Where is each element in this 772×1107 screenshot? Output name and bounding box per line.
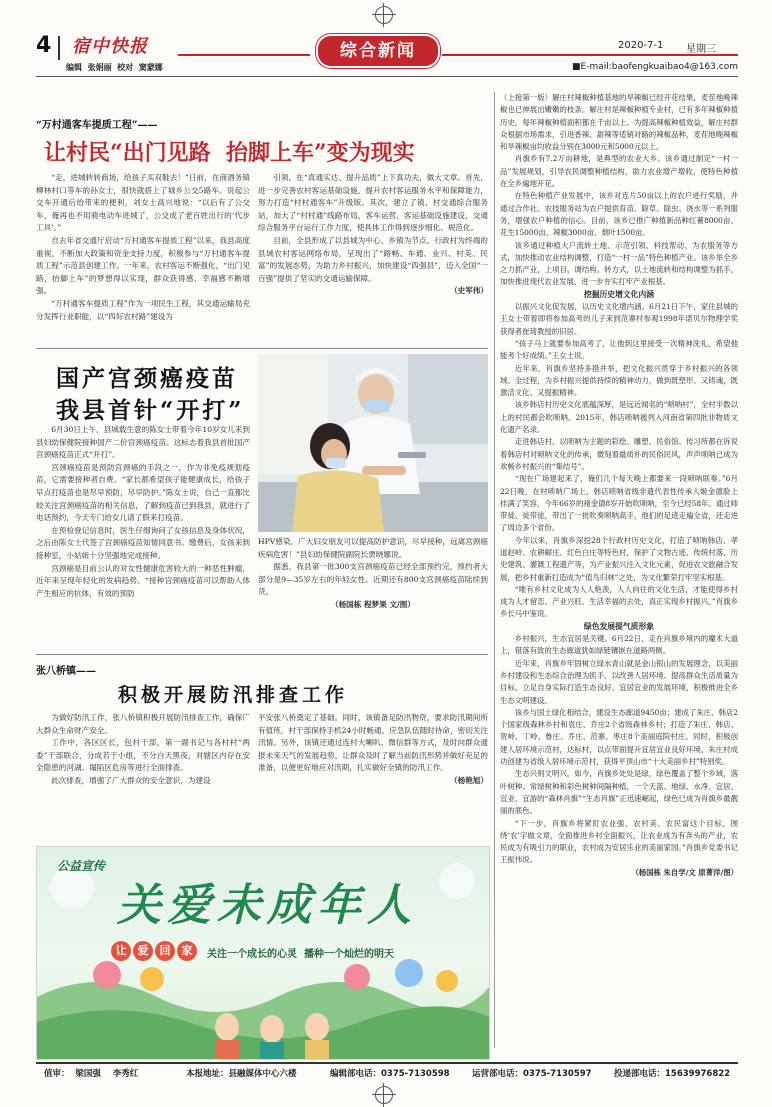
page-number: 4: [36, 33, 52, 58]
paragraph: 宫颈癌是目前公认的对女性健康危害较大的一种恶性肿瘤，近年来呈现年轻化的发病趋势。“接种宫颈癌疫苗可以帮助人体产生相应的抗体，有效的预防: [36, 563, 250, 598]
banner-circle-2: 爱: [133, 941, 153, 961]
article1-kicker: “万村通客车提质工程”——: [36, 120, 158, 131]
paragraph: 在预检登记信息时，医生仔细询问了女孩信息及身体状况，之后由陈女士代签了宫颈癌疫苗知情同意书。缴费后，女孩来到接种室，小姑娘十分坚强地完成接种。: [36, 525, 250, 560]
article1-byline: （史军伟）: [450, 286, 488, 296]
paragraph: 肖旗乡有7.2万亩耕地，是典型的农业大乡。该乡通过制定“一村一品”发展规划，引导农民调整种植结构，助力农业增产增收，使特色种植在全乡遍地开花。: [500, 154, 738, 189]
paragraph: “下一步，肖旗乡将紧盯农业强、农村美、农民富这个目标，围绕‘农’字做文章，全面推进乡村全面振兴，让农业成为有奔头的产业，农民成为有吸引力的职业，农村成为安居乐业的美丽家园。”肖旗乡党委书记王振伟说。: [500, 818, 738, 865]
paragraph: 平安张八桥奠定了基础。同时，该镇备足防汛物资，要求防汛期间所有值班，村干部保持手机24小时畅通，应急队伍随时待命，密切关注汛情。另外，该镇还通过连村大喇叭、微信群等方式，及时向群众通报未来天气的发展趋势，让群众及时了解当前防汛形势并做好充足的准备，以便更好地应对汛期，扎实做好全镇的防汛工作。: [258, 713, 488, 773]
article3-byline: （杨艳旭）: [450, 775, 488, 785]
article1-title: 让村民“出门见路 抬脚上车”变为现实: [44, 140, 415, 166]
header-email: ■E-mail:baofengkuaibao4@163.com: [572, 62, 738, 72]
header-weekday: 星期三: [686, 44, 716, 55]
registration-mark-bottom: [375, 1086, 393, 1104]
article2-column-2: [258, 536, 488, 648]
banner-circle-3: 回: [155, 941, 175, 961]
paragraph: 该乡与国土绿化相结合，建设生态廊道9450亩；建成了朱庄、韩店2个国家级森林乡村和袁庄、乔庄2个省级森林乡村；打造了朱庄、韩店、贺岭、丁岭、鲁庄、乔庄、范寨、枣庄8个美丽庭院村庄。同时，积极创建人居环境示范村，达标村，以点带面提升宜居宜业良好环境。朱庄村成功创建为省级人居环境示范村，获得平顶山市“十大美丽乡村”特别奖。: [500, 707, 738, 767]
article-xiaoqi-revitalization: [500, 92, 738, 1058]
paragraph: 自去年省交通厅启动“万村通客车提质工程”以来，我县高度重视，不断加大政策和资金支持力度，积极参与“万村通客车提质工程”示范县创建工作。一年来，农村客运不断强化，“出门见路，抬脚上车”的梦想得以实现，群众获得感、幸福感不断增强。: [36, 235, 250, 296]
banner-circle-4: 家: [177, 941, 197, 961]
paragraph: “万村通客车提质工程”作为一项民生工程，其交通运输局充分发挥行业职能，以“四好农村路”建设为: [36, 298, 250, 321]
paragraph: 此次排查，增强了广大群众的安全意识，为建设: [51, 775, 211, 785]
article2-title-line2: 我县首针“开打”: [56, 397, 245, 424]
footer-ops-phone: 运营部电话：0375-7130597: [472, 1069, 592, 1079]
footer-edit-phone: 编辑部电话：0375-7130598: [330, 1069, 450, 1079]
article3-column-1: [36, 712, 250, 840]
public-service-banner: [36, 846, 490, 1060]
article3-title: 积极开展防汛排查工作: [118, 684, 349, 706]
paragraph: 为做好防汛工作，张八桥镇积极开展防汛排查工作，确保广大群众生命财产安全。: [36, 713, 250, 735]
paragraph: 近年来，肖旗乡牢固树立绿水青山就是金山银山的发展理念，以美丽乡村建设和生态综合治理为抓手，以改善人居环境、提高群众生活质量为目标，立足自身实际打造生态良好、宜居宜业的发展环境，积极推进全乡生态文明建设。: [500, 658, 738, 705]
registration-mark-top: [375, 6, 393, 24]
paragraph: （上接第一版）解庄村辣椒种植基地的旱辣椒已经开花结果，麦茬地晚辣椒也已伸展出嫩嫩的枝条。解庄村是辣椒种植专业村，已有多年辣椒种植历史，每年辣椒种植面积都在千亩以上。为提高辣椒种植效益，解庄村群众根据市场需求，引进香辣、甜辣等适销对路的辣椒品种，麦茬地晚辣椒和旱辣椒亩均收益分别在3000元和5000元以上。: [500, 93, 738, 152]
banner-title: 关爱未成年人: [117, 880, 417, 931]
header-date: 2020-7-1: [618, 40, 664, 51]
divider-2: [36, 654, 488, 655]
paragraph: 乡村振兴，生态宜居是关键。6月22日，走在肖旗乡境内的魔术大道上，错落有致的生态廊道犹如绿链镶嵌在道路两侧。: [500, 634, 738, 656]
paragraph: 以振兴文化促发展，以历史文化增内涵。6月21日下午，家住县城的王女士带着即将参加高考的儿子来到范寨村参观1998年诺贝尔物理学奖获得者崔琦教授的旧居。: [500, 302, 738, 336]
paragraph: 在特色种植产业发展中，该乡对连片50亩以上的农户进行奖励，并通过合作社、农技服务站为农户提供育苗、除草、除虫、浇水等一系列服务，增强农户种植的信心。目前，该乡已推广种植新品种红薯8000亩、花生15000亩、辣椒3000亩、烟叶1500亩。: [500, 191, 738, 238]
paragraph: 近年来，肖旗乡坚持多措并举，把文化振兴贯穿于乡村振兴的各领域、全过程，为乡村振兴提供持续的精神动力，做到既塑形、又铸魂，既激活文化、又提振精神。: [500, 363, 738, 398]
paragraph: HPV感染。广大妇女朋友可以提高防护意识，尽早接种，远离宫颈癌疾病危害！”县妇幼保健院副院长贾晓娜说。: [258, 537, 488, 559]
masthead-logo: 宿中快报: [72, 36, 148, 57]
banner-circle-row: [111, 941, 197, 963]
vaccination-photo: [258, 354, 488, 532]
page-number-divider: [58, 36, 60, 60]
header-line-left: [178, 54, 310, 56]
footer-address: 本报地址：县融媒体中心六楼: [186, 1069, 297, 1079]
paragraph: “走，进城转转商场，给孩子买双鞋去！”日前，在商酒务镇柳林村口等车的孙女士，很快就搭上了城乡公交5路车。说起公交车开通后给带来的便利，刘女士高兴地说：“以后有了公交车，俺再也不用骑电动车进城了，公交成了老百姓出行的‘代步工具’。”: [36, 173, 250, 233]
paragraph: “现在广场建起来了，俺们几个每天晚上都要来一段唢呐联奏。”6月22日晚，在村唢呐广场上，韩店唢呐省级非遗代表性传承人姬金德脸上挂满了笑容，今年66岁的褚金德8岁开始吹唢呐，至今已经58年。通过师带徒、徒带徒，带出了一批吹奏唢呐高手，他们的足迹走遍全省，还走进了周边多个省份。: [500, 474, 738, 533]
article1-column-2: [258, 172, 488, 342]
paragraph: 目前，全县形成了以县城为中心、乡镇为节点、行政村为终端的县域农村客运网络布局，呈现出了“路畅、车通、业兴、村美、民富”的发展态势，为助力乡村振兴，加快建设“四强县”，迈入全国“一百强”提供了坚实的交通运输保障。: [258, 235, 488, 283]
subheading-culture: 挖掘历史增文化内涵: [583, 289, 655, 299]
paragraph: 引领，在“真通实达、提升品质”上下真功夫，做大文章。首先，进一步完善农村客运基础设施，提升农村客运服务水平和保障能力，努力打造“村村通客车”升级版。其次，建立了镇、村交通综合服务站，加大了“村村通”线路布局，客车运营、客运基础设施建设、交通综合服务平台运行工作力度，使具体工作得到逐步细化、规范化。: [258, 173, 488, 233]
center-divider: [494, 92, 495, 1048]
paragraph: “孩子马上就要参加高考了，让他到这里接受一次精神洗礼，希望他能考个好成绩。”王女士说。: [500, 338, 738, 361]
divider-1: [36, 348, 488, 349]
paragraph: 今年以来，肖旗乡深挖28个行政村历史文化，打造了唢呐韩店、孝道赵岭、农耕解庄、红色白庄等特色村，保护了文物古迹、传统村落、历史建筑、灌溉工程遗产等，为产业振兴注入文化元素，促进农文旅融合发展，把乡村重新打造成为“值鸟归林”之处，为文化繁荣打牢坚实根基。: [500, 535, 738, 582]
article2-title-line1: 国产宫颈癌疫苗: [56, 365, 238, 392]
paragraph: 走进韩店村，以唢呐为主题的彩绘、雕塑、民俗馆、传习所都在诉说着韩店村对唢呐文化的传承，微刻着最质朴的民俗民风，声声唢呐已成为欢畅乡村振兴的“集结号”。: [500, 437, 738, 471]
header-bottom-rule: [36, 76, 738, 77]
header-staff: 编辑 张娟丽 校对 窦蒙娜: [66, 63, 163, 72]
article1-column-1: [36, 172, 250, 342]
paragraph: 宫颈癌疫苗是预防宫颈癌的手段之一，作为非免疫规划疫苗，它需要接种者自费。“家长都希望孩子能健康成长，给孩子早点打疫苗也是尽早预防，尽早防护。”陈女士说，自己一直都比较关注宫颈癌疫苗的相关信息，了解到疫苗已到我县，就进行了电话预约，今天专门给女儿请了假来打疫苗。: [36, 462, 250, 523]
banner-tag: 公益宣传: [57, 859, 106, 873]
paragraph: 6月30日上午，县城载生意的陈女士带着今年10岁女儿来到县妇幼保健院接种国产二价宫颈癌疫苗。这标志着我县首批国产宫颈癌疫苗正式“开打”。: [36, 425, 250, 460]
banner-slogan: 关注一个成长的心灵 播种一个灿烂的明天: [207, 949, 394, 960]
article2-byline: （杨国栋 程梦果 文/图）: [331, 599, 415, 609]
article4-byline: （杨国栋 朱自学/文 原菁洋/图）: [631, 867, 738, 877]
article3-kicker: 张八桥镇——: [36, 666, 96, 677]
banner-circle-1: 让: [111, 941, 131, 961]
paragraph: “唯有乡村文化成为人人艳羡，人人向往的文化生活，才能使得乡村成为人才留恋、产业兴旺、生活幸福的去处，真正实现乡村振兴。”肖旗乡乡长马中鉴说。: [500, 584, 738, 619]
footer-delivery-phone: 投递部电话：15639976822: [614, 1069, 731, 1079]
paragraph: 该乡韩店村历史文化底蕴深厚，是远近闻名的“唢呐村”，全村半数以上的村民都会吹唢呐。2015年，韩店唢呐被列入河南省第四批非物质文化遗产名录。: [500, 400, 738, 435]
section-title: 综合新闻: [340, 41, 416, 61]
paragraph: 该乡通过种植大户流转土地、示范引领、科技帮动、为农服务等方式，加快推动农业结构调整，打造“一村一品”特色种植产业。该乡举全乡之力抓产业，上项目，调结构，转方式，以土地流转和结构调整为抓手，加快推进现代农业发展，进一步夯实打牢产业根基。: [500, 240, 738, 287]
section-badge: [316, 34, 440, 68]
article3-column-2: [258, 712, 488, 840]
paragraph: 据悉，我县第一批300支宫颈癌疫苗已经全部预约完，预约者大部分是9—35岁左右的年轻女性。近期还有800支宫颈癌疫苗陆续到货。: [258, 562, 488, 597]
vaccination-photo-illustration: [258, 354, 488, 532]
footer-rule: [36, 1062, 738, 1064]
footer-duty: 值审： 梁国强 李秀红: [44, 1069, 139, 1079]
paragraph: 工作中，各区区长，包村干部，第一副书记与各村村“两委”干部联合，分成若干小组，不分白天黑夜，对辖区内存在安全隐患的河湖、塌陷区危房等进行全面排查。: [36, 738, 250, 773]
paragraph: 生态兴则文明兴。如今，肖旗乡处处是绿，绿色覆盖了整个乡域，落叶树种、常绿树种和彩色树种间隔种植，一个天蓝、地绿、水净、宜居、宜业、宜游的“森林肖旗”“生态肖旗”正迅速崛起，绿色已成为肖旗乡最靓丽的底色。: [500, 769, 738, 816]
article2-column-1: [36, 424, 250, 648]
subheading-green: 绿色发展提气质形象: [583, 621, 655, 631]
